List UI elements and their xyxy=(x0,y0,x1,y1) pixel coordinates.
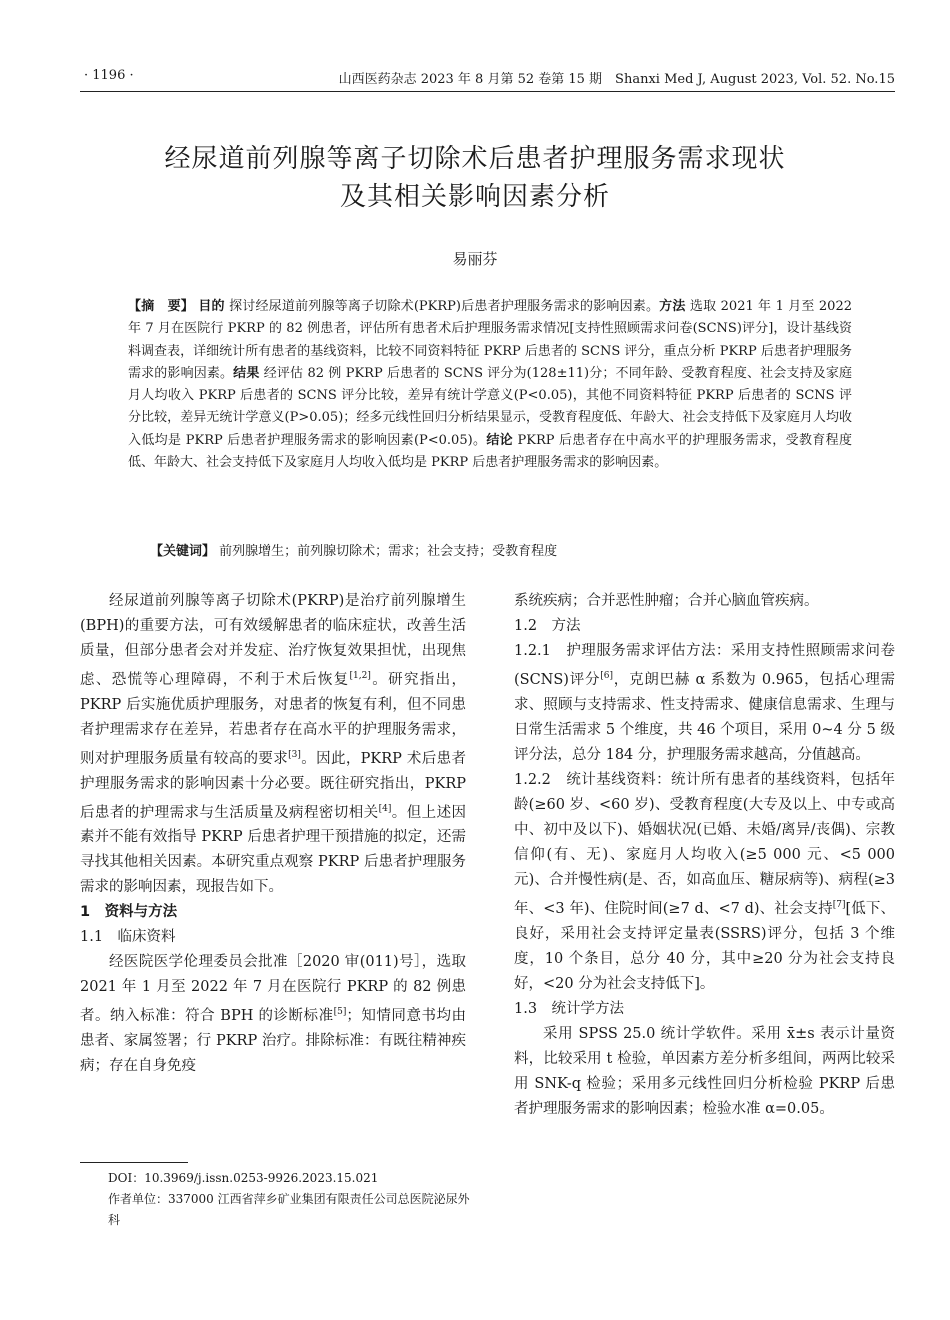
right-column xyxy=(514,589,895,1122)
footnote-rule xyxy=(80,1162,188,1163)
intro-text-1: 经尿道前列腺等离子切除术(PKRP)是治疗前列腺增生(BPH)的重要方法，可有效缓解患者的临床症状，改善生活质量，但部分患者会对并发症、治疗恢复效果担忧，出现焦虑、恐慌等心理障碍，不利于术后恢复 xyxy=(80,593,466,688)
method-label: 方法 xyxy=(659,299,686,314)
clinical-data-paragraph xyxy=(80,950,466,1079)
method-121-text-2: ，克朗巴赫 α 系数为 0.965，包括心理需求、照顾与支持需求、性支持需求、健康信息需求、生理与日常生活需求 5 个维度，共 46 个项目，采用 0~4 分 5 级评分法，总分 184 分，护理服务需求越高，分值越高。 xyxy=(514,671,895,763)
citation-ref: [1,2] xyxy=(349,671,371,681)
statistics-paragraph: 采用 SPSS 25.0 统计学软件。采用 x̄±s 表示计量资料，比较采用 t 检验，单因素方差分析多组间，两两比较采用 SNK-q 检验；采用多元线性回归分析检验 PKRP 后患者护理服务需求的影响因素；检验水准 α=0.05。 xyxy=(514,1025,895,1117)
page-number: · 1196 · xyxy=(84,68,134,83)
title-line-1: 经尿道前列腺等离子切除术后患者护理服务需求现状 xyxy=(164,144,786,174)
intro-paragraph xyxy=(80,589,466,900)
citation-ref: [7] xyxy=(832,899,846,910)
section-heading-1-1: 1.1 临床资料 xyxy=(80,929,176,946)
running-header xyxy=(80,66,895,88)
section-heading-1: 1 资料与方法 xyxy=(80,904,178,921)
doi: DOI：10.3969/j.issn.0253-9926.2023.15.021 xyxy=(108,1171,379,1185)
method-122-text-2: [低下、良好，采用社会支持评定量表(SSRS)评分，包括 3 个维度，10 个条目，总分 40 分，其中≥20 分为社会支持良好，<20 分为社会支持低下]。 xyxy=(514,900,895,992)
result-label: 结果 xyxy=(233,365,260,381)
title-line-2: 及其相关影响因素分析 xyxy=(339,182,610,212)
citation-ref: [4] xyxy=(378,803,392,814)
intro-text-2: 。研究指出，PKRP 后实施优质护理服务，对患者的恢复有利，但不同患者护理需求存在差异，若患者存在高水平的护理服务需求，则对护理服务质量有较高的要求 xyxy=(80,671,467,767)
method-121-text-1: 1.2.1 护理服务需求评估方法：采用支持性照顾需求问卷(SCNS)评分 xyxy=(514,643,895,688)
keywords-text: 前列腺增生；前列腺切除术；需求；社会支持；受教育程度 xyxy=(219,544,558,559)
purpose-label: 目的 xyxy=(198,299,225,314)
conclusion-label: 结论 xyxy=(486,432,514,448)
author-affiliation: 作者单位：337000 江西省萍乡矿业集团有限责任公司总医院泌尿外科 xyxy=(108,1192,470,1227)
section-heading-1-2: 1.2 方法 xyxy=(514,618,581,634)
author: 易丽芬 xyxy=(452,250,498,268)
intro-text-4: 。但上述因素并不能有效指导 PKRP 后患者护理干预措施的拟定，还需寻找其他相关因素。本研究重点观察 PKRP 后患者护理服务需求的影响因素，现报告如下。 xyxy=(80,804,467,896)
method-1-2-2 xyxy=(514,768,895,997)
header-rule xyxy=(80,91,895,92)
keywords xyxy=(150,540,850,559)
method-122-text-1: 1.2.2 统计基线资料：统计所有患者的基线资料，包括年龄(≥60 岁、<60 岁)、受教育程度(大专及以上、中专或高中、初中及以下)、婚姻状况(已婚、未婚/离异/丧偶)、宗教信仰(有、无)、家庭月人均收入(≥5 000 元、<5 000 元)、合并慢性病(是、否，如高血压、糖尿病等)、病程(≥3 年、<3 年)、住院时间(≥7 d、<7 d)、社会支持 xyxy=(514,771,895,917)
intro-text-3: 。因此，PKRP 术后患者护理服务需求的影响因素十分必要。既往研究指出，PKRP 后患者的护理需求与生活质量及病程密切相关 xyxy=(80,750,467,821)
keywords-label: 【关键词】 xyxy=(150,544,216,559)
footnote xyxy=(80,1168,480,1231)
method-1-2-1 xyxy=(514,639,895,768)
left-column xyxy=(80,589,466,1079)
abstract-label: 【摘 要】 xyxy=(128,299,194,314)
result-text: 经评估 82 例 PKRP 后患者的 SCNS 评分为(128±11)分；不同年龄、受教育程度、社会支持及家庭月人均收入 PKRP 后患者的 SCNS 评分比较，差异有统计学意义(P<0.05)，其他不同资料特征 PKRP 后患者的 SCNS 评分比较，差异无统计学意义(P>0.05)；经多元线性回归分析结果显示，受教育程度低、年龄大、社会支持低下及家庭月人均收入低均是 PKRP 后患者护理服务需求的影响因素(P<0.05)。 xyxy=(128,365,852,448)
purpose-text: 探讨经尿道前列腺等离子切除术(PKRP)后患者护理服务需求的影响因素。 xyxy=(229,299,660,314)
article-title xyxy=(60,140,890,216)
abstract xyxy=(128,296,852,474)
exclusion-continued: 系统疾病；合并恶性肿瘤；合并心脑血管疾病。 xyxy=(514,593,819,609)
clinical-text-2: ；知情同意书均由患者、家属签署；行 PKRP 治疗。排除标准：有既往精神疾病；存在自身免疫 xyxy=(80,1008,467,1075)
clinical-text-1: 经医院医学伦理委员会批准［2020 审(011)号］，选取 2021 年 1 月至 2022 年 7 月在医院行 PKRP 的 82 例患者。纳入标准：符合 BPH 的诊断标准 xyxy=(80,954,466,1025)
journal-citation: 山西医药杂志 2023 年 8 月第 52 卷第 15 期 Shanxi Med J, August 2023, Vol. 52. No.15 xyxy=(338,72,895,87)
citation-ref: [3] xyxy=(288,749,301,760)
conclusion-text: PKRP 后患者存在中高水平的护理服务需求，受教育程度低、年龄大、社会支持低下及家庭月人均收入低均是 PKRP 后患者护理服务需求的影响因素。 xyxy=(128,432,852,471)
citation-ref: [5] xyxy=(333,1007,347,1018)
section-heading-1-3: 1.3 统计学方法 xyxy=(514,1000,625,1017)
citation-ref: [6] xyxy=(600,671,614,681)
method-text: 选取 2021 年 1 月至 2022 年 7 月在医院行 PKRP 的 82 例患者，评估所有患者术后护理服务需求情况[支持性照顾需求问卷(SCNS)评分]，设计基线资料调查表，详细统计所有患者的基线资料，比较不同资料特征 PKRP 后患者的 SCNS 评分，重点分析 PKRP 后患者护理服务需求的影响因素。 xyxy=(128,299,853,381)
